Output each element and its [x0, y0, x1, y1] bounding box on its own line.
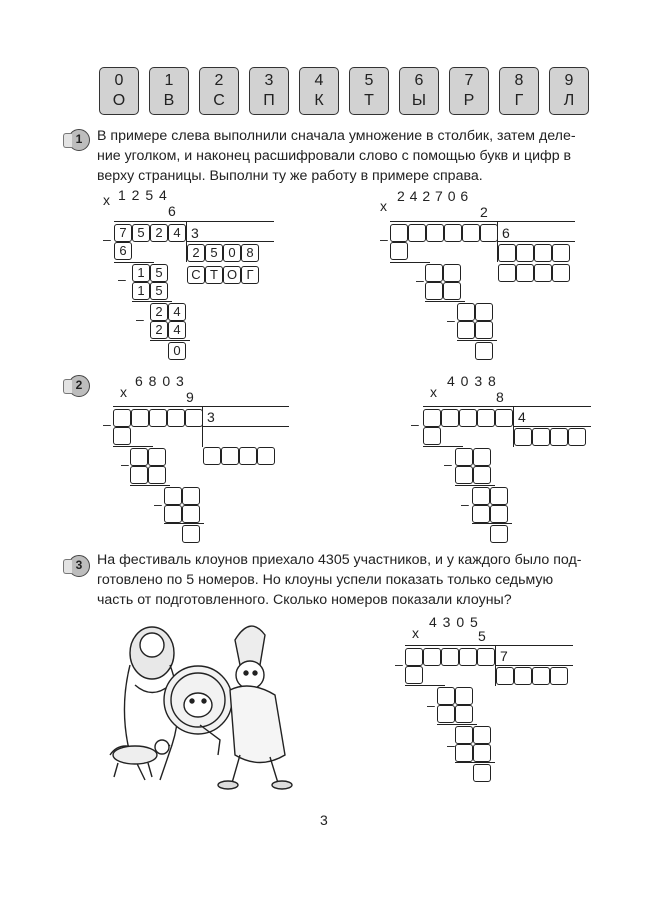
- answer-box[interactable]: [534, 244, 552, 262]
- answer-box[interactable]: [516, 264, 534, 282]
- product-line: [405, 645, 573, 646]
- multiply-sign: x: [380, 198, 387, 214]
- key-letter: Л: [563, 92, 575, 109]
- digit-box: 5: [132, 224, 150, 242]
- answer-box[interactable]: [405, 648, 423, 666]
- answer-box[interactable]: [203, 447, 221, 465]
- word-box: Т: [205, 266, 223, 284]
- task-2-badge: [68, 375, 90, 397]
- key-cell: [249, 67, 289, 115]
- key-cell: [549, 67, 589, 115]
- minus-sign: –: [444, 456, 452, 472]
- answer-box[interactable]: [443, 264, 461, 282]
- task-number: 3: [75, 558, 83, 572]
- key-cell: [499, 67, 539, 115]
- divisor: 3: [207, 409, 215, 425]
- division-bar: [202, 407, 203, 447]
- task-1-badge: [68, 129, 90, 151]
- key-letter: К: [314, 92, 324, 109]
- answer-box[interactable]: [149, 409, 167, 427]
- digit-box: 2: [150, 303, 168, 321]
- key-digit: 6: [414, 72, 424, 89]
- answer-box[interactable]: [405, 666, 423, 684]
- multiplier: 9: [186, 389, 194, 405]
- answer-box[interactable]: [496, 667, 514, 685]
- answer-box[interactable]: [473, 764, 491, 782]
- answer-box[interactable]: [490, 505, 508, 523]
- quotient-box: 0: [223, 244, 241, 262]
- digit-box: 6: [114, 242, 132, 260]
- divisor-line: [203, 426, 289, 427]
- key-cell: [299, 67, 339, 115]
- task-3-badge: [68, 555, 90, 577]
- multiply-sign: x: [103, 192, 110, 208]
- key-digit: 0: [114, 72, 124, 89]
- step-line: [455, 485, 495, 486]
- key-digit: 7: [464, 72, 474, 89]
- answer-box[interactable]: [455, 744, 473, 762]
- answer-box[interactable]: [473, 466, 491, 484]
- answer-box[interactable]: [426, 224, 444, 242]
- step-line: [390, 262, 430, 263]
- digit-box: 7: [114, 224, 132, 242]
- factor: 4 0 3 8: [447, 373, 496, 389]
- answer-box[interactable]: [514, 428, 532, 446]
- page-number: 3: [320, 812, 328, 828]
- digit-box: 5: [150, 282, 168, 300]
- minus-sign: –: [411, 416, 419, 432]
- step-line: [472, 523, 512, 524]
- answer-box[interactable]: [459, 648, 477, 666]
- minus-sign: –: [447, 312, 455, 328]
- key-letter: Г: [514, 92, 524, 109]
- multiplier: 5: [478, 628, 486, 644]
- key-cell: [149, 67, 189, 115]
- answer-box[interactable]: [455, 466, 473, 484]
- answer-box[interactable]: [425, 264, 443, 282]
- answer-box[interactable]: [480, 224, 498, 242]
- answer-box[interactable]: [477, 409, 495, 427]
- minus-sign: –: [118, 271, 126, 287]
- division-bar: [495, 646, 496, 686]
- minus-sign: –: [136, 311, 144, 327]
- answer-box[interactable]: [516, 244, 534, 262]
- division-bar: [513, 407, 514, 447]
- product-line: [113, 406, 289, 407]
- step-line: [132, 301, 172, 302]
- answer-box[interactable]: [498, 264, 516, 282]
- answer-box[interactable]: [490, 525, 508, 543]
- task-number: 2: [75, 378, 83, 392]
- step-line: [150, 340, 190, 341]
- multiply-sign: x: [120, 384, 127, 400]
- answer-box[interactable]: [182, 505, 200, 523]
- key-digit: 4: [314, 72, 324, 89]
- text-line: ние уголком, и наконец расшифровали слово с помощью букв и цифр в: [97, 148, 572, 164]
- task-3-text: [97, 550, 581, 610]
- key-digit: 5: [364, 72, 374, 89]
- digit-box: 2: [150, 224, 168, 242]
- text-line: верху страницы. Выполни ту же работу в примере справа.: [97, 168, 483, 184]
- answer-box[interactable]: [182, 525, 200, 543]
- divisor: 6: [502, 225, 510, 241]
- step-line: [437, 724, 477, 725]
- answer-box[interactable]: [130, 448, 148, 466]
- divisor-line: [514, 426, 591, 427]
- answer-box[interactable]: [459, 409, 477, 427]
- digit-box: 1: [132, 264, 150, 282]
- answer-box[interactable]: [185, 409, 203, 427]
- answer-box[interactable]: [534, 264, 552, 282]
- answer-box[interactable]: [473, 744, 491, 762]
- key-letter: О: [112, 92, 126, 109]
- minus-sign: –: [121, 456, 129, 472]
- key-cell: [399, 67, 439, 115]
- answer-box[interactable]: [167, 409, 185, 427]
- minus-sign: –: [461, 496, 469, 512]
- answer-box[interactable]: [457, 321, 475, 339]
- answer-box[interactable]: [182, 487, 200, 505]
- answer-box[interactable]: [552, 244, 570, 262]
- digit-box: 4: [168, 224, 186, 242]
- answer-box[interactable]: [532, 428, 550, 446]
- key-cell: [199, 67, 239, 115]
- digit-box: 4: [168, 321, 186, 339]
- minus-sign: –: [427, 697, 435, 713]
- key-letter: Ы: [411, 92, 427, 109]
- answer-box[interactable]: [164, 487, 182, 505]
- digit-box: 5: [150, 264, 168, 282]
- minus-sign: –: [395, 656, 403, 672]
- task-1-text: [97, 126, 576, 186]
- word-box: О: [223, 266, 241, 284]
- answer-box[interactable]: [130, 466, 148, 484]
- text-line: На фестиваль клоунов приехало 4305 участников, и у каждого было под-: [97, 552, 582, 568]
- minus-sign: –: [103, 416, 111, 432]
- answer-box[interactable]: [475, 342, 493, 360]
- answer-box[interactable]: [475, 303, 493, 321]
- answer-box[interactable]: [408, 224, 426, 242]
- factor: 4 3 0 5: [429, 614, 478, 630]
- answer-box[interactable]: [148, 466, 166, 484]
- step-line: [455, 762, 495, 763]
- key-digit: 2: [214, 72, 224, 89]
- answer-box[interactable]: [423, 409, 441, 427]
- answer-box[interactable]: [443, 282, 461, 300]
- key-letter: Т: [364, 92, 374, 109]
- task-number: 1: [75, 132, 83, 146]
- key-letter: П: [263, 92, 275, 109]
- minus-sign: –: [447, 737, 455, 753]
- digit-box: 4: [168, 303, 186, 321]
- minus-sign: –: [416, 272, 424, 288]
- answer-box[interactable]: [390, 224, 408, 242]
- answer-box[interactable]: [462, 224, 480, 242]
- text-line: В примере слева выполнили сначала умножение в столбик, затем деле-: [97, 128, 576, 144]
- answer-box[interactable]: [148, 448, 166, 466]
- step-line: [113, 446, 153, 447]
- key-digit: 9: [564, 72, 574, 89]
- text-line: часть от подготовленного. Сколько номеров показали клоуны?: [97, 592, 512, 608]
- quotient-box: 5: [205, 244, 223, 262]
- divisor: 4: [518, 409, 526, 425]
- answer-box[interactable]: [221, 447, 239, 465]
- clowns-illustration: [100, 605, 330, 790]
- key-digit: 3: [264, 72, 274, 89]
- product-line: [114, 221, 274, 222]
- answer-box[interactable]: [552, 264, 570, 282]
- word-box: Г: [241, 266, 259, 284]
- divisor: 7: [500, 648, 508, 664]
- answer-box[interactable]: [441, 648, 459, 666]
- step-line: [425, 301, 465, 302]
- divisor-line: [187, 241, 274, 242]
- answer-box[interactable]: [423, 427, 441, 445]
- answer-box[interactable]: [472, 487, 490, 505]
- digit-box: 0: [168, 342, 186, 360]
- answer-box[interactable]: [437, 687, 455, 705]
- answer-box[interactable]: [390, 242, 408, 260]
- answer-box[interactable]: [550, 667, 568, 685]
- answer-box[interactable]: [131, 409, 149, 427]
- answer-box[interactable]: [495, 409, 513, 427]
- step-line: [164, 523, 204, 524]
- digit-box: 2: [150, 321, 168, 339]
- multiplier: 2: [480, 204, 488, 220]
- factor: 6 8 0 3: [135, 373, 184, 389]
- answer-box[interactable]: [113, 409, 131, 427]
- key-letter: В: [163, 92, 175, 109]
- step-line: [457, 340, 497, 341]
- answer-box[interactable]: [490, 487, 508, 505]
- answer-box[interactable]: [113, 427, 131, 445]
- answer-box[interactable]: [441, 409, 459, 427]
- answer-box[interactable]: [257, 447, 275, 465]
- step-line: [405, 685, 445, 686]
- answer-box[interactable]: [455, 448, 473, 466]
- word-box: С: [187, 266, 205, 284]
- key-letter: Р: [463, 92, 475, 109]
- minus-sign: –: [103, 231, 111, 247]
- factor: 1 2 5 4: [118, 187, 167, 203]
- divisor: 3: [191, 225, 199, 241]
- answer-box[interactable]: [425, 282, 443, 300]
- step-line: [423, 446, 463, 447]
- answer-box[interactable]: [455, 687, 473, 705]
- key-cell: [349, 67, 389, 115]
- step-line: [130, 485, 170, 486]
- answer-box[interactable]: [550, 428, 568, 446]
- key-digit: 1: [164, 72, 174, 89]
- multiply-sign: x: [430, 384, 437, 400]
- answer-box[interactable]: [444, 224, 462, 242]
- divisor-line: [496, 665, 573, 666]
- key-digit: 8: [514, 72, 524, 89]
- multiply-sign: x: [412, 625, 419, 641]
- answer-box[interactable]: [455, 705, 473, 723]
- key-cell: [449, 67, 489, 115]
- answer-box[interactable]: [239, 447, 257, 465]
- answer-box[interactable]: [498, 244, 516, 262]
- answer-box[interactable]: [568, 428, 586, 446]
- factor: 2 4 2 7 0 6: [397, 188, 469, 204]
- answer-box[interactable]: [164, 505, 182, 523]
- quotient-box: 2: [187, 244, 205, 262]
- product-line: [423, 406, 591, 407]
- answer-box[interactable]: [457, 303, 475, 321]
- key-cell: [99, 67, 139, 115]
- digit-box: 1: [132, 282, 150, 300]
- answer-box[interactable]: [514, 667, 532, 685]
- product-line: [390, 221, 575, 222]
- answer-box[interactable]: [472, 505, 490, 523]
- answer-box[interactable]: [437, 705, 455, 723]
- answer-box[interactable]: [532, 667, 550, 685]
- text-line: готовлено по 5 номеров. Но клоуны успели показать только седьмую: [97, 572, 554, 588]
- key-letter: С: [213, 92, 225, 109]
- answer-box[interactable]: [477, 648, 495, 666]
- answer-box[interactable]: [423, 648, 441, 666]
- multiplier: 8: [496, 389, 504, 405]
- answer-box[interactable]: [475, 321, 493, 339]
- answer-box[interactable]: [473, 448, 491, 466]
- step-line: [114, 262, 154, 263]
- quotient-box: 8: [241, 244, 259, 262]
- minus-sign: –: [154, 496, 162, 512]
- minus-sign: –: [380, 231, 388, 247]
- answer-box[interactable]: [455, 726, 473, 744]
- multiplier: 6: [168, 203, 176, 219]
- divisor-line: [498, 241, 575, 242]
- answer-box[interactable]: [473, 726, 491, 744]
